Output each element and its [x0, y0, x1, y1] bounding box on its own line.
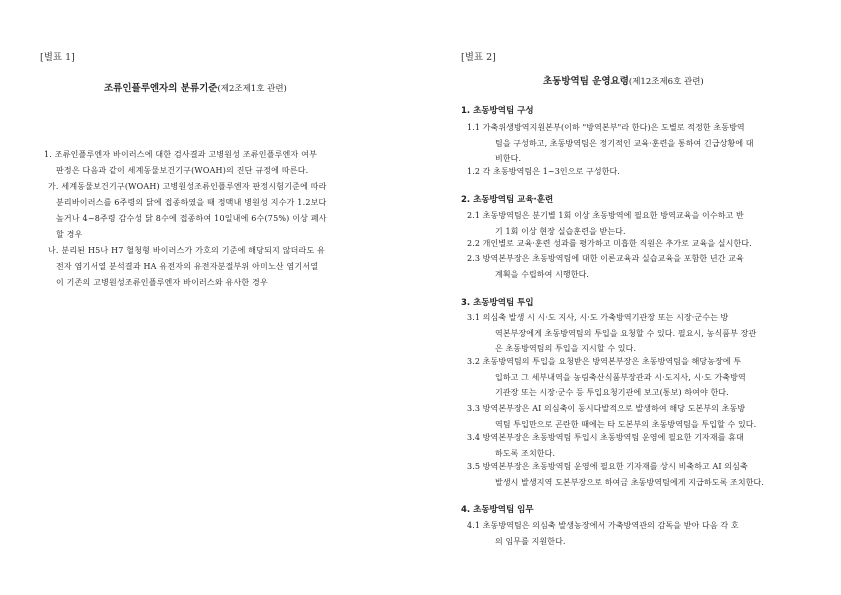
right-page	[420, 0, 841, 595]
annex-title	[543, 73, 704, 87]
paragraph: 1. 조류인플루엔자 바이러스에 대한 검사결과 고병원성 조류인플루엔자 여부	[44, 150, 317, 159]
section-heading: 4. 초동방역팀 임무	[461, 505, 534, 515]
list-item: 3.5 방역본부장은 초동방역팀 운영에 필요한 기자재를 상시 비축하고 AI 의심축 발생시 발생지역 도본부장으로 하여금 초동방역팀에게 지급하도록 조치한다.	[467, 462, 764, 487]
list-item: 3.2 초동방역팀의 투입을 요청받은 방역본부장은 초동방역팀을 해당농장에 투 입하고 그 세부내역을 농림축산식품부장관과 시·도지사, 시·도 가축방역 기관장 또는 시장·군수 등 투입요청기관에 보고(통보) 하여야 한다.	[467, 357, 746, 397]
paragraph: 이 기존의 고병원성조류인플루엔자 바이러스와 유사한 경우	[56, 278, 268, 287]
list-item: 3.3 방역본부장은 AI 의심축이 동시다발적으로 발생하여 해당 도본부의 초동방 역팀 투입만으로 곤란한 때에는 타 도본부의 초동방역팀을 투입할 수 있다.	[467, 404, 757, 429]
annex-tag: [별표 2]	[461, 52, 496, 63]
paragraph: 분리바이러스를 6주령의 닭에 접종하였을 때 정맥내 병원성 지수가 1.2보다	[56, 198, 327, 207]
left-page	[0, 0, 420, 595]
paragraph: 나. 분리된 H5나 H7 혈청형 바이러스가 가호의 기준에 해당되지 않더라도 유	[48, 246, 326, 255]
paragraph: 할 경우	[56, 230, 83, 239]
annex-title-main: 초동방역팀 운영요령	[543, 76, 629, 87]
list-item: 2.3 방역본부장은 초동방역팀에 대한 이론교육과 실습교육을 포함한 년간 교육 계획을 수립하여 시행한다.	[467, 254, 744, 279]
annex-title-sub: (제12조제6호 관련)	[628, 77, 704, 87]
paragraph: 전자 염기서열 분석결과 HA 유전자의 유전자분절부위 아미노산 염기서열	[56, 262, 319, 271]
list-item: 3.4 방역본부장은 초동방역팀 투입시 초동방역팀 운영에 필요한 기자재를 휴대 하도록 조치한다.	[467, 433, 744, 458]
paragraph: 높거나 4~8주령 감수성 닭 8수에 접종하여 10일내에 6수(75%) 이상 폐사	[56, 214, 327, 223]
annex-title-main: 조류인플루엔자의 분류기준	[104, 83, 218, 94]
section-heading: 1. 초동방역팀 구성	[461, 106, 534, 116]
list-item: 2.2 개인별로 교육·훈련 성과를 평가하고 미흡한 직원은 추가로 교육을 실시한다.	[467, 239, 752, 248]
paragraph: 판정은 다음과 같이 세계동물보건기구(WOAH)의 진단 규정에 따른다.	[56, 166, 309, 175]
annex-title-sub: (제2조제1호 관련)	[217, 84, 287, 94]
section-heading: 3. 초동방역팀 투입	[461, 298, 534, 308]
annex-body	[44, 147, 414, 291]
list-item: 2.1 초동방역팀은 분기별 1회 이상 초동방역에 필요한 방역교육을 이수하고 반 기 1회 이상 현장 실습훈련을 받는다.	[467, 211, 744, 236]
list-item: 3.1 의심축 발생 시 시·도 지사, 시·도 가축방역기관장 또는 시장·군수는 방 역본부장에게 초동방역팀의 투입을 요청할 수 있다. 필요시, 농식품부 장관 은 초동방역팀의 투입을 지시할 수 있다.	[467, 313, 757, 353]
paragraph: 가. 세계동물보건기구(WOAH) 고병원성조류인플루엔자 판정시험기준에 따라	[48, 182, 327, 191]
annex-title	[104, 80, 287, 94]
list-item: 4.1 초동방역팀은 의심축 발생농장에서 가축방역관의 감독을 받아 다음 각 호 의 임무를 지원한다.	[467, 521, 739, 546]
list-item: 1.1 가축위생방역지원본부(이하 "방역본부"라 한다)은 도별로 적정한 초동방역 팀을 구성하고, 초동방역팀은 정기적인 교육·훈련을 통하여 긴급상황에 대 비한다.	[467, 123, 754, 163]
list-item: 1.2 각 초동방역팀은 1~3인으로 구성한다.	[467, 167, 621, 176]
annex-tag: [별표 1]	[40, 52, 75, 63]
section-heading: 2. 초동방역팀 교육·훈련	[461, 195, 554, 205]
